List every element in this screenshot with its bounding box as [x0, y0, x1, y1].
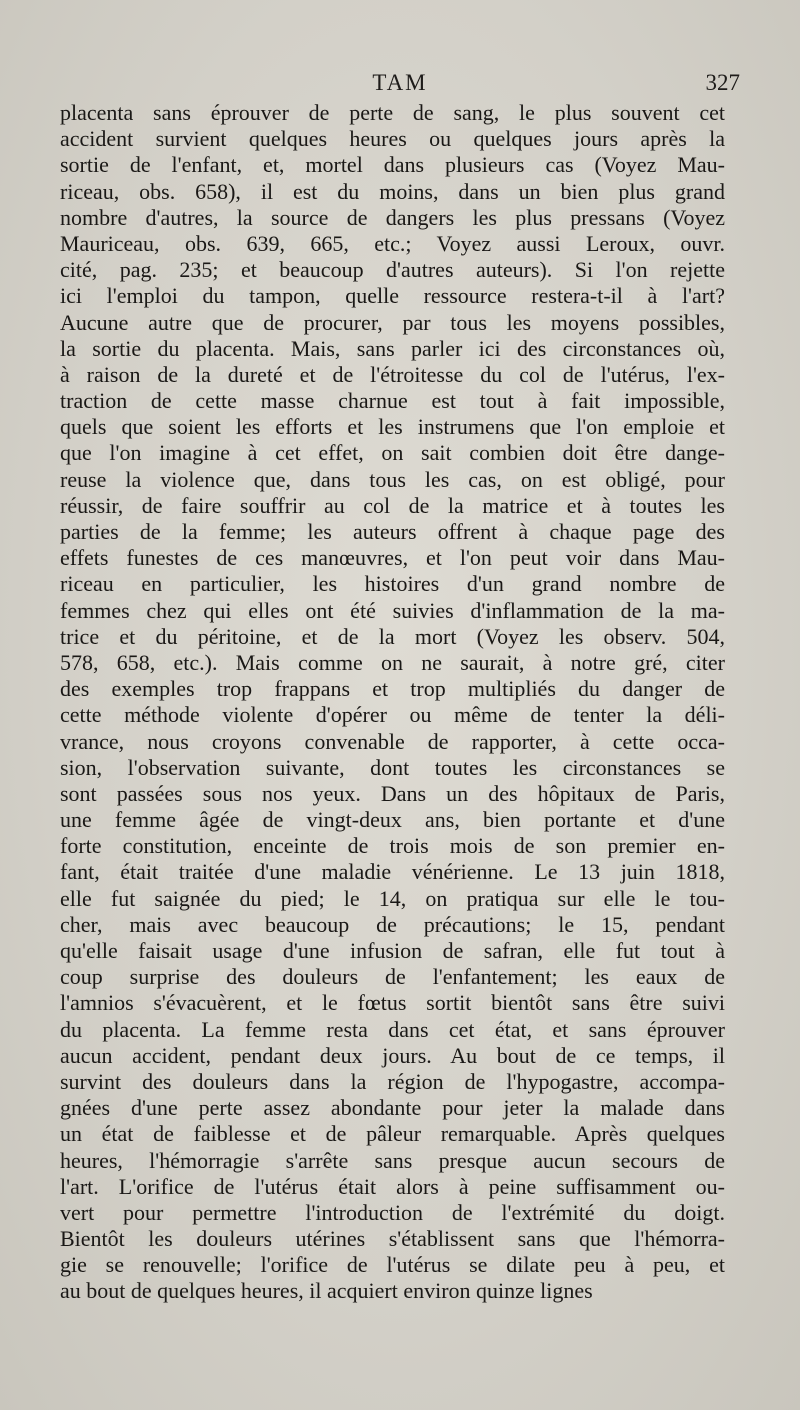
text-line: cher, mais avec beaucoup de précautions; le 15, pendant: [60, 911, 725, 937]
text-line: sortie de l'enfant, et, mortel dans plusieurs cas (Voyez Mau-: [60, 152, 725, 178]
text-line: gnées d'une perte assez abondante pour jeter la malade dans: [60, 1095, 725, 1121]
text-line: que l'on imagine à cet effet, on sait combien doit être dange-: [60, 440, 725, 466]
page-number: 327: [705, 70, 740, 95]
text-line: ici l'emploi du tampon, quelle ressource restera-t-il à l'art?: [60, 283, 725, 309]
text-line: femmes chez qui elles ont été suivies d'inflammation de la ma-: [60, 597, 725, 623]
running-head: TAM: [372, 70, 428, 95]
text-line: survint des douleurs dans la région de l'hypogastre, accompa-: [60, 1068, 725, 1094]
text-line: vert pour permettre l'introduction de l'extrémité du doigt.: [60, 1199, 725, 1225]
text-line: traction de cette masse charnue est tout à fait impossible,: [60, 388, 725, 414]
text-line: une femme âgée de vingt-deux ans, bien portante et d'une: [60, 807, 725, 833]
text-line: cité, pag. 235; et beaucoup d'autres auteurs). Si l'on rejette: [60, 257, 725, 283]
text-line: riceau, obs. 658), il est du moins, dans un bien plus grand: [60, 178, 725, 204]
text-line: à raison de la dureté et de l'étroitesse du col de l'utérus, l'ex-: [60, 361, 725, 387]
text-line: forte constitution, enceinte de trois mois de son premier en-: [60, 833, 725, 859]
text-line: sont passées sous nos yeux. Dans un des hôpitaux de Paris,: [60, 780, 725, 806]
text-line: parties de la femme; les auteurs offrent à chaque page des: [60, 519, 725, 544]
text-line: reuse la violence que, dans tous les cas, on est obligé, pour: [60, 466, 725, 492]
text-line: la sortie du placenta. Mais, sans parler ici des circonstances où,: [60, 335, 725, 361]
text-line: Aucune autre que de procurer, par tous les moyens possibles,: [60, 309, 725, 335]
text-line: qu'elle faisait usage d'une infusion de safran, elle fut tout à: [60, 938, 725, 963]
text-line: accident survient quelques heures ou quelques jours après la: [60, 126, 725, 152]
text-line: vrance, nous croyons convenable de rapporter, à cette occa-: [60, 728, 725, 754]
text-line: effets funestes de ces manœuvres, et l'on peut voir dans Mau-: [60, 545, 725, 571]
text-line: cette méthode violente d'opérer ou même de tenter la déli-: [60, 702, 725, 728]
text-line: gie se renouvelle; l'orifice de l'utérus se dilate peu à peu, et: [60, 1252, 725, 1278]
text-line: réussir, de faire souffrir au col de la matrice et à toutes les: [60, 492, 725, 518]
text-line: Bientôt les douleurs utérines s'établissent sans que l'hémorra-: [60, 1226, 725, 1252]
text-line: coup surprise des douleurs de l'enfantement; les eaux de: [60, 964, 725, 990]
text-line: trice et du péritoine, et de la mort (Voyez les observ. 504,: [60, 623, 725, 649]
text-line: riceau en particulier, les histoires d'un grand nombre de: [60, 571, 725, 597]
text-line: Mauriceau, obs. 639, 665, etc.; Voyez aussi Leroux, ouvr.: [60, 230, 725, 256]
text-line: fant, était traitée d'une maladie vénérienne. Le 13 juin 1818,: [60, 859, 725, 885]
text-line: quels que soient les efforts et les instrumens que l'on emploie et: [60, 414, 725, 440]
text-line: des exemples trop frappans et trop multipliés du danger de: [60, 676, 725, 702]
text-line: sion, l'observation suivante, dont toutes les circonstances se: [60, 754, 725, 780]
text-line: nombre d'autres, la source de dangers les plus pressans (Voyez: [60, 204, 725, 230]
text-line: un état de faiblesse et de pâleur remarquable. Après quelques: [60, 1121, 725, 1147]
text-line: au bout de quelques heures, il acquiert environ quinze lignes: [60, 1278, 593, 1304]
text-line: elle fut saignée du pied; le 14, on pratiqua sur elle le tou-: [60, 885, 725, 911]
page-header: [60, 66, 740, 100]
text-line: heures, l'hémorragie s'arrête sans presque aucun secours de: [60, 1147, 725, 1173]
text-line: l'art. L'orifice de l'utérus était alors à peine suffisamment ou-: [60, 1173, 725, 1199]
text-line: aucun accident, pendant deux jours. Au bout de ce temps, il: [60, 1042, 725, 1068]
text-line: placenta sans éprouver de perte de sang, le plus souvent cet: [60, 100, 725, 125]
text-line: du placenta. La femme resta dans cet état, et sans éprouver: [60, 1016, 725, 1042]
text-line: 578, 658, etc.). Mais comme on ne saurait, à notre gré, citer: [60, 649, 725, 675]
body-text: [60, 100, 725, 1305]
text-line: l'amnios s'évacuèrent, et le fœtus sortit bientôt sans être suivi: [60, 990, 725, 1016]
